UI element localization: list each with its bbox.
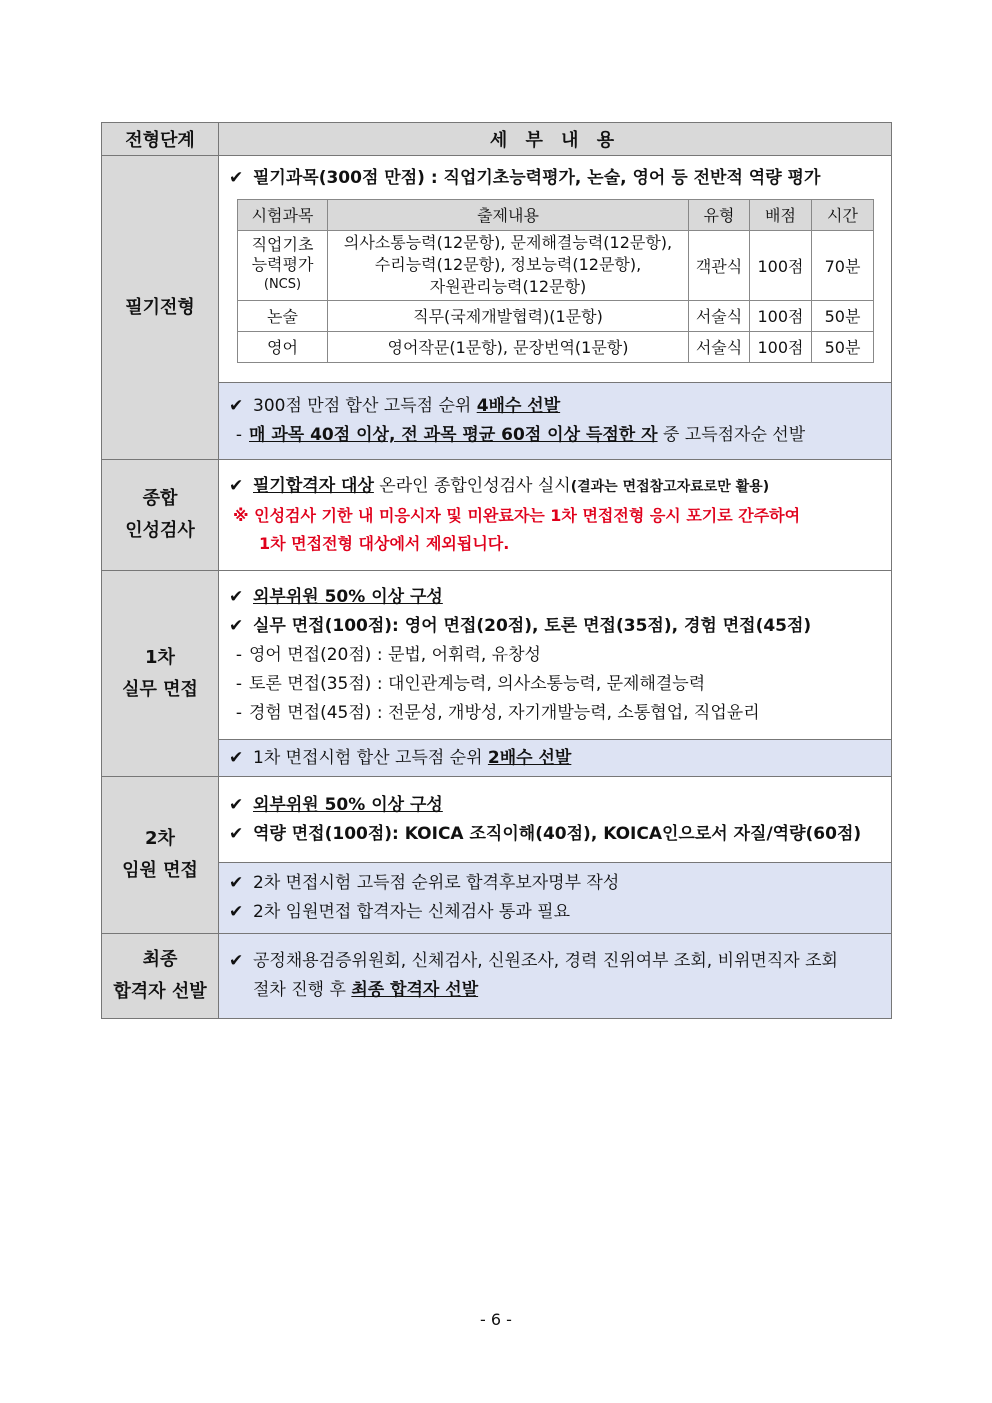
stage-column-header: 전형단계 [102,123,219,156]
written-subjects-line: ✔ 필기과목(300점 만점) : 직업기초능력평가, 논술, 영어 등 전반적 역량 평가 [219,164,891,193]
check-icon: ✔ [229,902,244,922]
table-row [238,331,874,362]
dash-icon: - [235,425,243,445]
personality-warning-2: 1차 면접전형 대상에서 제외됩니다. [259,534,510,553]
col-score: 배점 [750,199,812,230]
check-icon: ✔ [229,873,244,893]
interview2-stage-cell: 2차 임원 면접 [102,777,219,934]
list-item: - 경험 면접(45점) : 전문성, 개방성, 자기개발능력, 소통협업, 직업윤리 [219,699,891,728]
check-icon: ✔ [229,167,244,188]
final-stage-cell: 최종 합격자 선발 [102,934,219,1019]
personality-warning-1: ※ 인성검사 기한 내 미응시자 및 미완료자는 1차 면접전형 응시 포기로 간주하여 [233,506,801,525]
check-icon: ✔ [229,615,244,636]
personality-row [102,460,892,571]
final-detail-cell [219,934,892,1019]
interview2-note-cell [219,863,892,934]
dash-icon: - [235,673,243,694]
written-select-line: ✔ 300점 만점 합산 고득점 순위 4배수 선발 [219,392,891,421]
time-cell: 50분 [812,331,874,362]
list-item: - 영어 면접(20점) : 문법, 어휘력, 유창성 [219,641,891,670]
content-cell: 영어작문(1문항), 문장번역(1문항) [328,331,689,362]
written-exam-row [102,156,892,383]
score-cell: 100점 [750,230,812,300]
interview1-detail-cell [219,571,892,740]
interview2-detail-cell [219,777,892,863]
interview1-line1: ✔ 외부위원 50% 이상 구성 [219,583,891,612]
written-stage-cell: 필기전형 [102,156,219,460]
written-condition-line: - 매 과목 40점 이상, 전 과목 평균 60점 이상 득점한 자 중 고득점자순 선발 [219,421,891,450]
final-line1: ✔ 공정채용검증위원회, 신체검사, 신원조사, 경력 진위여부 조회, 비위면직자 조회 [219,947,891,976]
check-icon: ✔ [229,747,244,768]
interview1-selection-cell [219,740,892,777]
interview2-note2: ✔ 2차 임원면접 합격자는 신체검사 통과 필요 [219,898,891,927]
interview1-selection-row [102,740,892,777]
check-icon: ✔ [229,476,244,496]
check-icon: ✔ [229,396,244,416]
subject-cell: 직업기초 능력평가 (NCS) [238,230,328,300]
content-cell: 직무(국제개발협력)(1문항) [328,300,689,331]
time-cell: 50분 [812,300,874,331]
dash-icon: - [235,702,243,723]
check-icon: ✔ [229,823,244,844]
dash-icon: - [235,644,243,665]
table-header-row [102,123,892,156]
interview2-note1: ✔ 2차 면접시험 고득점 순위로 합격후보자명부 작성 [219,869,891,898]
content-cell: 의사소통능력(12문항), 문제해결능력(12문항), 수리능력(12문항), 정보능력(12문항), 자원관리능력(12문항) [328,230,689,300]
interview2-line1: ✔ 외부위원 50% 이상 구성 [219,791,891,820]
col-subject: 시험과목 [238,199,328,230]
type-cell: 서술식 [689,300,750,331]
page-number: - 6 - [480,1310,512,1329]
selection-process-table [101,122,892,1019]
col-type: 유형 [689,199,750,230]
interview2-line2: ✔ 역량 면접(100점): KOICA 조직이해(40점), KOICA인으로서 자질/역량(60점) [219,820,891,849]
table-row [238,230,874,300]
subject-cell: 영어 [238,331,328,362]
interview1-row [102,571,892,740]
type-cell: 서술식 [689,331,750,362]
list-item: - 토론 면접(35점) : 대인관계능력, 의사소통능력, 문제해결능력 [219,670,891,699]
col-time: 시간 [812,199,874,230]
check-icon: ✔ [229,586,244,607]
written-selection-cell [219,383,892,460]
score-cell: 100점 [750,300,812,331]
score-cell: 100점 [750,331,812,362]
interview2-row [102,777,892,863]
final-row [102,934,892,1019]
interview1-stage-cell: 1차 실무 면접 [102,571,219,777]
personality-line: ✔ 필기합격자 대상 온라인 종합인성검사 실시(결과는 면접참고자료로만 활용) [219,472,891,502]
detail-column-header: 세 부 내 용 [219,123,892,156]
written-detail-cell [219,156,892,383]
exam-subject-table [237,199,874,363]
subject-cell: 논술 [238,300,328,331]
col-content: 출제내용 [328,199,689,230]
table-row [238,300,874,331]
interview1-line2: ✔ 실무 면접(100점): 영어 면접(20점), 토론 면접(35점), 경험 면접(45점) [219,612,891,641]
type-cell: 객관식 [689,230,750,300]
interview1-select-line: ✔ 1차 면접시험 합산 고득점 순위 2배수 선발 [219,744,891,773]
interview2-note-row [102,863,892,934]
time-cell: 70분 [812,230,874,300]
check-icon: ✔ [229,794,244,815]
check-icon: ✔ [229,951,244,971]
final-line2: 절차 진행 후 최종 합격자 선발 [253,980,479,1000]
personality-detail-cell [219,460,892,571]
exam-table-header [238,199,874,230]
personality-stage-cell: 종합 인성검사 [102,460,219,571]
written-selection-row [102,383,892,460]
